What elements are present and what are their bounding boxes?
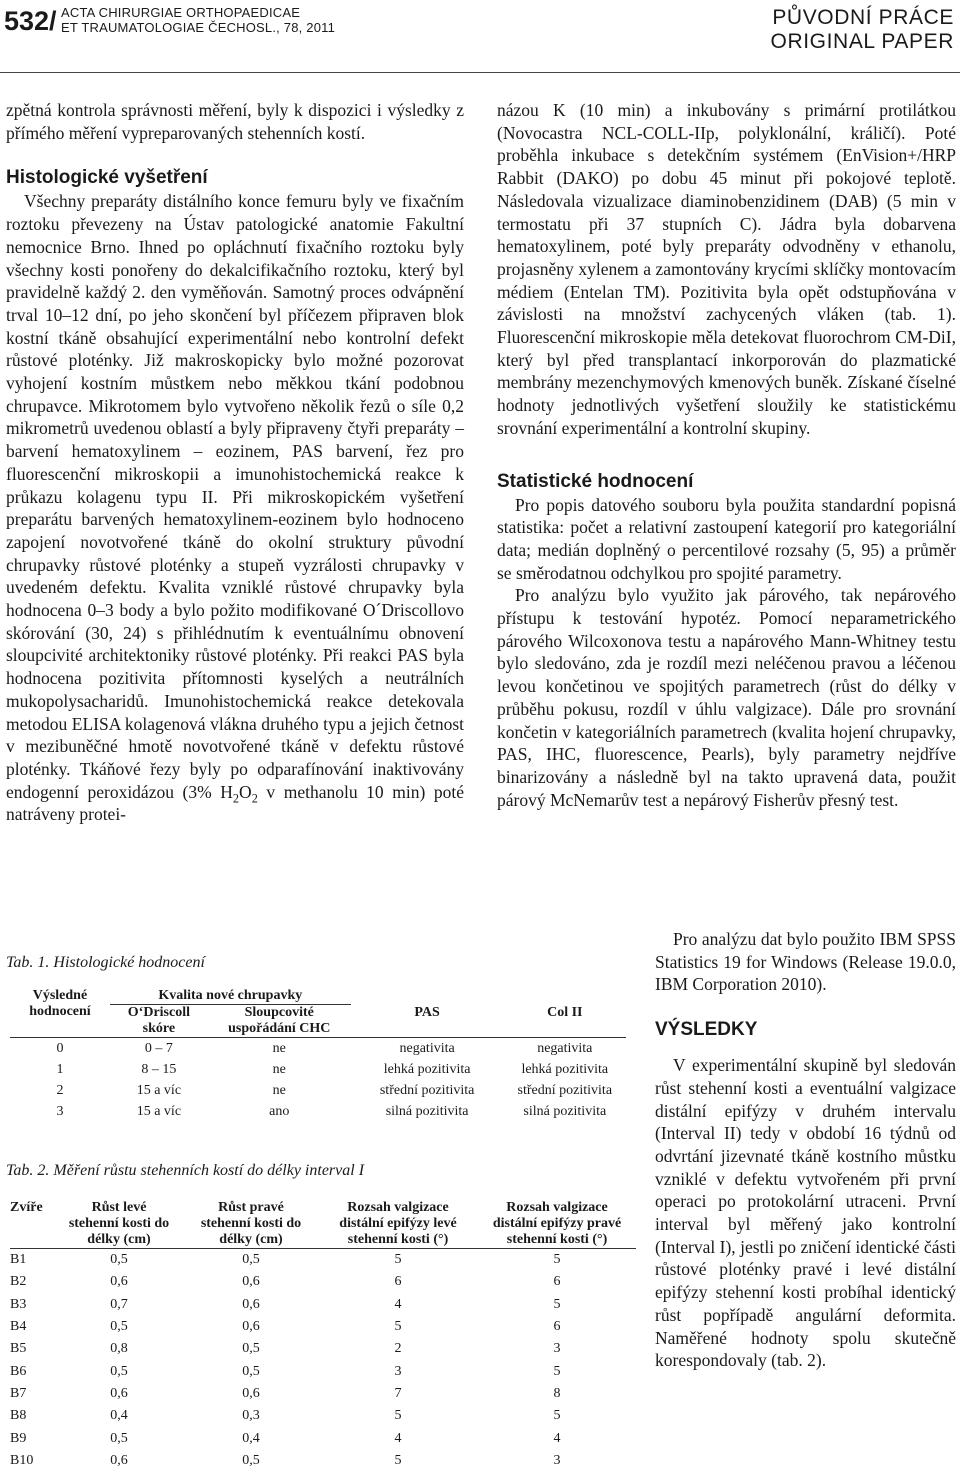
continued-paragraph: názou K (10 min) a inkubovány s primární protilátkou (Novocastra NCL-COLL-IIp, polyklonální, králičí). Poté proběhla inkubace s detekčním systémem (EnVision+/HRP Rabbit (DAKO) po dobu 45 minut při pokojové teplotě. Následovala vizualizace diaminobenzidinem (DAB) (5 min v termostatu při 37 stupních C). Jádra byla dobarvena hematoxylinem, poté byly preparáty odvodněny v ethanolu, projasněny xylenem a zamontovány krycími sklíčky montovacím médiem (Entelan TM). Pozitivita byla opět odstupňována v závislosti na množství zachycených vláken (tab. 1). Fluorescenční mikroskopie měla detekovat fluorochrom CM-DiI, který byl před transplantací inkorporován do plazmatické membrány mezenchymových kmenových buněk. Získané číselné hodnoty jednotlivých vyšetření sloužily ke statistickému srovnání experimentální a kontrolní skupiny.	[497, 100, 956, 438]
table1-header-column: Sloupcovité uspořádání CHC	[208, 1005, 351, 1038]
journal-line-1: ACTA CHIRURGIAE ORTHOPAEDICAE	[61, 5, 301, 20]
table-row: B7 0,6 0,6 7 8	[10, 1385, 561, 1401]
article-type	[771, 6, 954, 54]
table-row: B3 0,7 0,6 4 5	[10, 1296, 561, 1312]
table-row: 3 15 a víc ano silná pozitivita silná pozitivita	[56, 1103, 607, 1119]
table2	[10, 1200, 636, 1472]
table1-header-col2: Col II	[547, 1004, 583, 1020]
table2-header-right-growth: Růst pravé stehenní kosti do délky (cm)	[200, 1200, 302, 1247]
histology-paragraph	[6, 190, 464, 826]
table-row: B4 0,5 0,6 5 6	[10, 1319, 561, 1335]
stats-paragraph-3: Pro analýzu dat bylo použito IBM SPSS Statistics 19 for Windows (Release 19.0.0, IBM Corporation 2010).	[655, 929, 956, 995]
right-narrow-column	[655, 928, 956, 1372]
intro-paragraph: zpětná kontrola správnosti měření, byly k dispozici i výsledky z přímého měření vypreparovaných stehenních kostí.	[6, 100, 464, 143]
journal-name	[61, 5, 335, 35]
stats-paragraph-2: Pro analýzu bylo využito jak párového, tak nepárového přístupu k testování hypotéz. Pomocí neparametrického párového Wilcoxonova testu a napárového Mann-Whitney testu bylo sledováno, zda je rozdíl mezi neléčenou pravou a léčenou levou končetinou ve spojitých parametrech (růst do délky v průběhu pokusu, rozdíl v úhlu valgizace). Dále pro srovnání končetin v kategoriálních parametrech (kvalita hojení chrupavky, PAS, IHC, fluorescence, Pearls), byly parametry nejdříve binarizovány a následně byl na takto upravená data, použit párový McNemarův test a nepárový Fisherův přesný test.	[497, 585, 956, 810]
table1	[10, 988, 626, 1122]
table-row: B6 0,5 0,5 3 5	[10, 1363, 561, 1379]
formula-o: O	[239, 781, 252, 802]
article-type-cz: PŮVODNÍ PRÁCE	[772, 6, 954, 29]
table1-header-quality: Kvalita nové chrupavky	[110, 988, 351, 1005]
table1-body	[10, 1038, 626, 1123]
table1-header-odriscoll: O‘Driscoll skóre	[110, 1005, 208, 1038]
table-row: B8 0,4 0,3 5 5	[10, 1408, 561, 1424]
table2-header-right-valgus: Rozsah valgizace distální epifýzy pravé stehenní kosti (°)	[492, 1200, 622, 1247]
histology-text-end: v methanolu 10 min) poté natráveny protei-	[6, 781, 464, 825]
results-heading: VÝSLEDKY	[655, 1019, 758, 1041]
table1-caption: Tab. 1. Histologické hodnocení	[6, 954, 205, 971]
table-row: B10 0,6 0,5 5 3	[10, 1452, 561, 1468]
histology-text: Všechny preparáty distálního konce femuru byly ve fixačním roztoku převezeny na Ústav patologické anatomie Fakultní nemocnice Brno. Ihned po opláchnutí fixačního roztoku byly všechny kosti ponořeny do dekalcifikačního roztoku, který byl pravidelně každý 2. den vyměňován. Samotný proces odvápnění trval 10–12 dní, po jeho skončení byl příčezem připraven blok kostní tkáně obsahující experimentální nebo kontrolní defekt růstové ploténky. Již makroskopicky bylo možné pozorovat vyhojení kostním můstkem nebo měkkou tkání podobnou chrupavce. Mikrotomem bylo vytvořeno několik řezů o síle 0,2 mikrometrů uvedenou oblastí a byly připraveny čtyři preparáty – barvení hematoxylinem – eozinem, PAS barvení, řez pro fluorescenční mikroskopii a imunohistochemická reakce k průkazu kolagenu typu II. Při mikroskopickém vyšetření preparátu barvených hematoxylinem-eozinem bylo hodnoceno zapojení novotvořené tkáně do okolní struktury původní chrupavky růstové ploténky a stupeň vyzrálosti chrupavky v uvedeném defektu. Kvalita vzniklé růstové chrupavky byla hodnocena 0–3 body a bylo požito modifikované O´Driscollovo skórování (30, 24) s přihlédnutím k eventuálnímu obnovení sloupcivité architektoniky růstové ploténky. Při reakci PAS byla hodnocena pozitivita přítomnosti kyselých a neutrálních mukopolysacharidů. Imunohistochemická reakce detekovala metodou ELISA kolagenová vlákna druhého typu a jejich četnost v mezibuněčné hmotě novotvořené tkáně v defektu růstové ploténky. Tkáňové řezy byly po odparafínování inaktivovány endogenní peroxidázou (3% H	[6, 191, 464, 802]
table-row: 1 8 – 15 ne lehká pozitivita lehká pozitivita	[56, 1061, 609, 1077]
table-row: 0 0 – 7 ne negativita negativita	[10, 1038, 626, 1060]
table-row: B9 0,5 0,4 4 4	[10, 1430, 561, 1446]
table2-caption: Tab. 2. Měření růstu stehenních kostí do délky interval I	[6, 1162, 365, 1179]
left-column	[6, 99, 464, 826]
results-paragraph: V experimentální skupině byl sledován růst stehenní kosti a eventuální valgizace distální epifýzy v druhém intervalu (Interval II) tedy v období 16 týdnů od odvrtání jizevnaté tkáně kostního můstku vzniklé v defektu vytvořeném při první operaci po protokolární utraceni. První interval byl měřený jako kontrolní (Interval I), jestli po zničení identické části růstové ploténky pravé i levé distální epifýzy stehenní kosti probíhal identický růst popřípadě angulární deformita. Naměřené hodnoty spolu skutečně korespondovaly (tab. 2).	[655, 1055, 956, 1371]
stats-paragraph-1: Pro popis datového souboru byla použita standardní popisná statistika: počet a relativní zastoupení kategorií pro kategoriální data; medián doplněný o percentilové rozsahy (5, 95) a průměr se směrodatnou odchylkou pro spojité parametry.	[497, 494, 956, 583]
table1-header-pas: PAS	[414, 1004, 440, 1020]
table2-header-left-growth: Růst levé stehenní kosti do délky (cm)	[68, 1200, 170, 1247]
table2-header-animal: Zvíře	[10, 1200, 43, 1215]
table2-header-left-valgus: Rozsah valgizace distální epifýzy levé stehenní kosti (°)	[339, 1200, 457, 1247]
header-divider	[0, 72, 960, 73]
table-row: B5 0,8 0,5 2 3	[10, 1341, 561, 1357]
article-type-en: ORIGINAL PAPER	[770, 30, 954, 53]
journal-line-2: ET TRAUMATOLOGIAE ČECHOSL., 78, 2011	[61, 20, 336, 35]
page-number: 532/	[4, 6, 57, 36]
table1-header-result: Výsledné hodnocení	[29, 988, 91, 1019]
right-column	[497, 99, 956, 811]
table-row: B1 0,5 0,5 5 5	[10, 1249, 636, 1272]
table-row: 2 15 a víc ne střední pozitivita střední pozitivita	[56, 1082, 613, 1098]
formula-h-subscript: 2	[232, 791, 240, 806]
histology-heading: Histologické vyšetření	[6, 167, 208, 189]
formula-o-subscript: 2	[251, 791, 258, 806]
stats-heading: Statistické hodnocení	[497, 470, 694, 492]
table-row: B2 0,6 0,6 6 6	[10, 1274, 561, 1290]
